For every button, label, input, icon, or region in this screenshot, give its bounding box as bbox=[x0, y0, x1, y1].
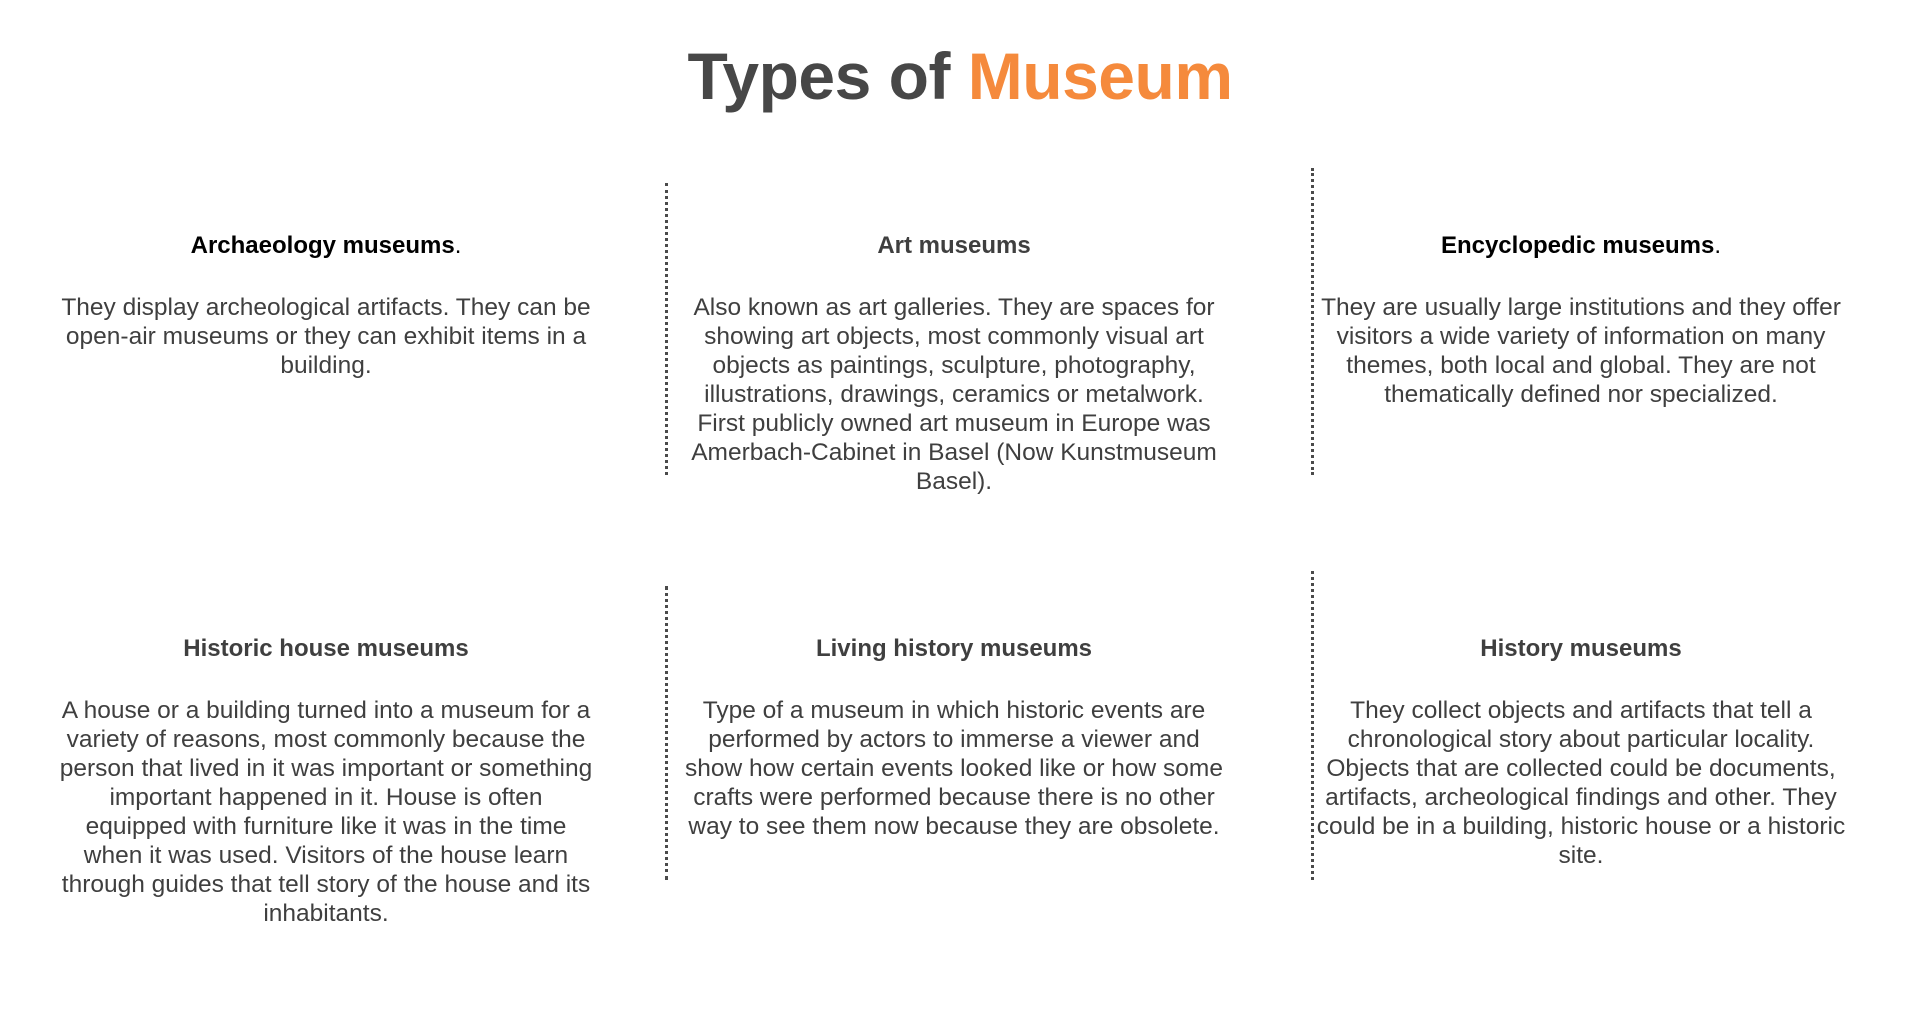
card-heading bbox=[1311, 231, 1851, 261]
divider-bottom-left bbox=[665, 586, 668, 880]
card-body: They display archeological artifacts. They can be open-air museums or they can exhibit items in a building. bbox=[61, 294, 591, 379]
card-living-history-museums bbox=[684, 634, 1224, 841]
card-heading-suffix: . bbox=[454, 232, 462, 259]
card-body: Also known as art galleries. They are spaces for showing art objects, most commonly visual art objects as paintings, sculpture, photography, illustrations, drawings, ceramics or metalwork. First publicly owned art museum in Europe was Amerbach-Cabinet in Basel (Now Kunstmuseum Basel). bbox=[691, 294, 1217, 495]
card-body: They are usually large institutions and they offer visitors a wide variety of information on many themes, both local and global. They are not thematically defined nor specialized. bbox=[1321, 294, 1841, 408]
card-heading bbox=[56, 634, 596, 664]
card-body: A house or a building turned into a museum for a variety of reasons, most commonly because the person that lived in it was important or something important happened in it. House is often equipped with furniture like it was in the time when it was used. Visitors of the house learn through guides that tell story of the house and its inhabitants. bbox=[59, 697, 593, 927]
card-body: They collect objects and artifacts that tell a chronological story about particular locality. Objects that are collected could be documents, artifacts, archeological findings and other. They could be in a building, historic house or a historic site. bbox=[1316, 697, 1846, 869]
page-title bbox=[0, 38, 1920, 114]
card-heading-text: Archaeology museums bbox=[190, 232, 455, 259]
card-historic-house-museums bbox=[56, 634, 596, 928]
card-heading-suffix: . bbox=[1714, 232, 1722, 259]
card-archaeology-museums bbox=[56, 231, 596, 380]
card-heading-text: Living history museums bbox=[815, 635, 1093, 662]
card-encyclopedic-museums bbox=[1311, 231, 1851, 409]
card-heading-text: Encyclopedic museums bbox=[1440, 232, 1715, 259]
card-heading-text: Historic house museums bbox=[183, 635, 469, 662]
card-body: Type of a museum in which historic events are performed by actors to immerse a viewer and show how certain events looked like or how some crafts were performed because there is no other way to see them now because they are obsolete. bbox=[685, 697, 1223, 840]
card-heading bbox=[684, 231, 1224, 261]
divider-top-left bbox=[665, 183, 668, 475]
card-heading bbox=[56, 231, 596, 261]
card-history-museums bbox=[1311, 634, 1851, 870]
title-text: Types of bbox=[687, 39, 950, 113]
card-heading-text: Art museums bbox=[877, 232, 1031, 259]
card-art-museums bbox=[684, 231, 1224, 496]
card-heading-text: History museums bbox=[1480, 635, 1682, 662]
card-heading bbox=[684, 634, 1224, 664]
title-accent-text: Museum bbox=[967, 39, 1233, 113]
card-heading bbox=[1311, 634, 1851, 664]
